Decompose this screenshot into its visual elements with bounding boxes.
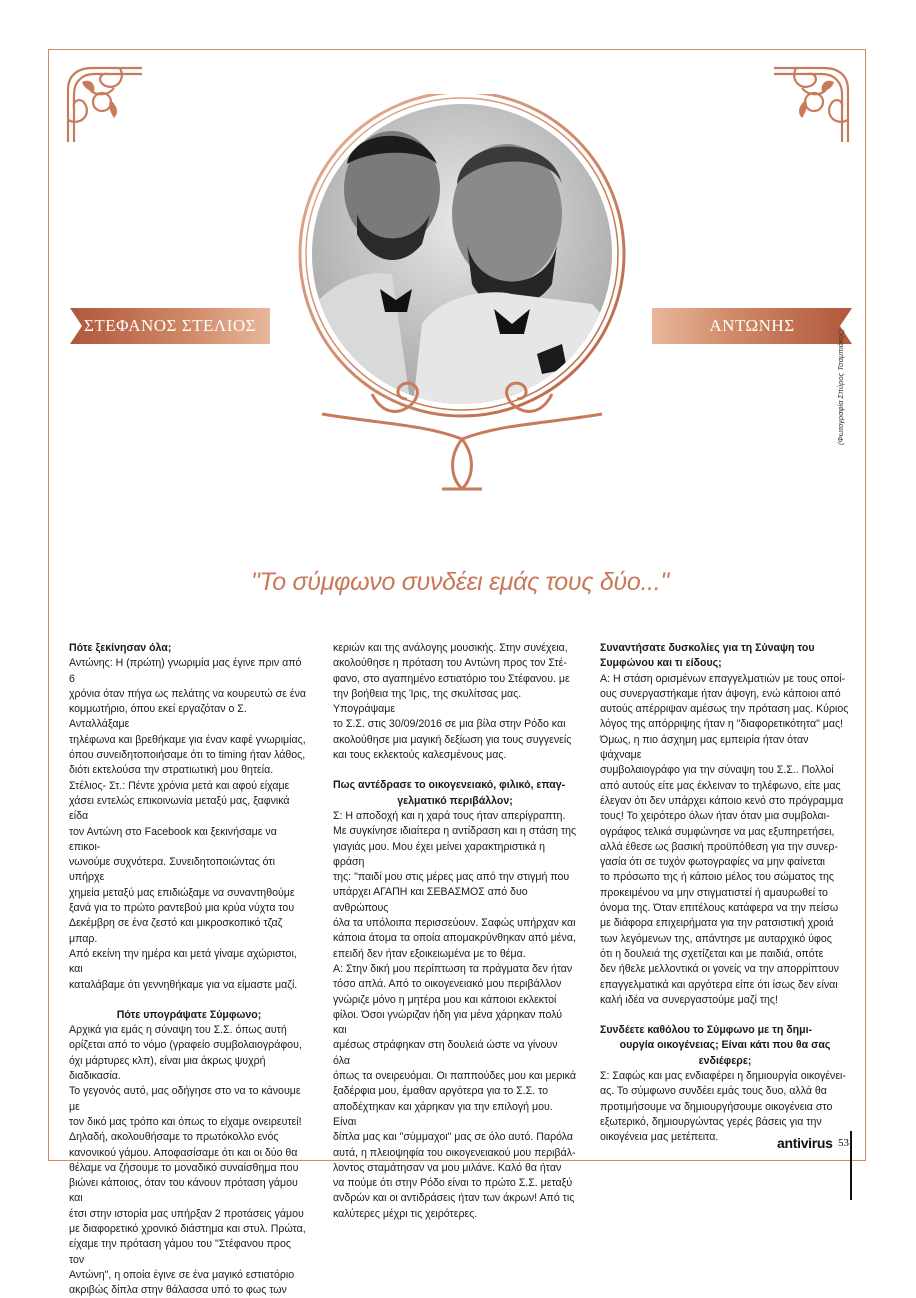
question-heading: γελματικό περιβάλλον; — [397, 794, 513, 807]
name-banner-right — [652, 308, 852, 344]
text-line: από αυτούς είτε μας έκλειναν το τηλέφωνο, είτε μας — [600, 779, 841, 792]
text-line: ακριβώς δίπλα στην θάλασσα υπό το φως των — [69, 1284, 287, 1297]
text-line: βιώνει κάποιος, όταν του κάνουν πρόταση γάμου και — [69, 1177, 298, 1205]
text-line: Α: Στην δική μου περίπτωση τα πράγματα δεν ήταν — [333, 962, 573, 975]
text-line: προκειμένου να μην στιγματιστεί ή αμαυρωθεί το — [600, 886, 828, 899]
text-line: έλεγαν ότι δεν υπάρχει κάποιο κενό στο πρόγραμμα — [600, 794, 844, 807]
question-heading: Πότε υπογράψατε Σύμφωνο; — [116, 1008, 262, 1021]
text-line: όνομα της. Όταν επιτέλους κατάφερα να την πείσω — [600, 902, 839, 915]
text-line: δίπλα μας και "σύμμαχοι" μας σε όλο αυτό. Παρόλα — [333, 1131, 574, 1144]
question-heading: Συναντήσατε δυσκολίες για τη Σύναψη του — [600, 642, 815, 654]
text-line: αλλά έθεσε ως βασική προϋπόθεση για την συνερ- — [600, 840, 838, 853]
text-line: τηλέφωνα και βρεθήκαμε για έναν καφέ γνωριμίας, — [69, 733, 306, 746]
text-line: οικογένεια μας μετέπειτα. — [600, 1131, 719, 1144]
answer-text — [69, 1023, 309, 1298]
text-line: Αντώνης: Η (πρώτη) γνωριμία μας έγινε πριν από 6 — [69, 657, 302, 685]
text-line: τους! Το χειρότερο όλων ήταν όταν μια συμβολαι- — [600, 810, 830, 823]
text-line: Δεκέμβρη σε ένα ζεστό και μικροσκοπικό τζαζ μπαρ. — [69, 917, 283, 945]
text-line: θέλαμε να ζήσουμε το μοναδικό συναίσθημα που — [69, 1161, 299, 1174]
text-line: συμβολαιογράφο για την σύναψη του Σ.Σ.. Πολλοί — [600, 764, 834, 777]
text-line: δεν ήθελε μελλοντικά οι γονείς να την απορρίπτουν — [600, 963, 839, 976]
text-line: των λεγόμενων της, απάντησε με αυταρχικό ύφος — [600, 932, 832, 945]
text-line: κεριών και της ανάλογης μουσικής. Στην συνέχεια, — [333, 642, 568, 654]
text-line: χάσει εντελώς επικοινωνία μεταξύ μας, ξαφνικά είδα — [69, 794, 290, 823]
text-line: ανδρών και οι αντιδράσεις ήταν των άκρων! Από τις — [333, 1192, 575, 1205]
name-left: ΣΤΕΦΑΝΟΣ ΣΤΕΛΙΟΣ — [83, 316, 257, 335]
text-line: Αντώνη", η οποία έγινε σε ένα μαγικό εστιατόριο — [69, 1268, 295, 1281]
question-heading: Συμφώνου και τι είδους; — [600, 657, 722, 670]
text-line: είχαμε την πρόταση γάμου του "Στέφανου προς τον — [69, 1238, 291, 1266]
article-column-3 — [600, 641, 850, 1146]
text-line: κανονικού γάμου. Αποφασίσαμε ότι και οι δύο θα — [69, 1146, 298, 1159]
text-line: κάποια άτομα τα οποία απομακρύνθηκαν από μένα, — [333, 932, 576, 945]
answer-text — [600, 672, 850, 1009]
text-line: όχι μάρτυρες κλπ), είναι μια άκρως ψυχρή διαδικασία. — [69, 1054, 266, 1083]
answer-text — [333, 809, 577, 1222]
text-line: έτσι στην ιστορία μας υπήρξαν 2 προτάσεις γάμου — [69, 1207, 304, 1220]
text-line: διότι εκτελούσα την στρατιωτική μου θητεία. — [69, 764, 274, 777]
text-line: όπου συνειδητοποιήσαμε ότι το timing ήταν λάθος, — [69, 749, 306, 762]
article-column-1 — [69, 641, 309, 1298]
answer-text — [69, 656, 309, 993]
text-line: Από εκείνη την ημέρα και μετά γίναμε αχώριστοι, και — [69, 947, 297, 976]
question-heading: Πότε ξεκίνησαν όλα; — [69, 642, 172, 654]
text-line: Αρχικά για εμάς η σύναψη του Σ.Σ. όπως αυτή — [69, 1024, 287, 1037]
text-line: με διάφορα επιχειρήματα για την ρατσιστική χροιά — [600, 917, 834, 930]
text-line: Α: Η στάση ορισμένων επαγγελματιών με τους οποί- — [600, 672, 846, 685]
text-line: φανο, στο αγαπημένο εστιατόριο του Στέφανου. με — [333, 672, 570, 685]
text-line: αυτά, η πλειοψηφία του οικογενειακού μου περιβάλ- — [333, 1146, 576, 1159]
text-line: υπάρχει ΑΓΑΠΗ και ΣΕΒΑΣΜΟΣ από δυο ανθρώπους — [333, 886, 528, 914]
name-right: ΑΝΤΩΝΗΣ — [709, 316, 795, 335]
text-line: τον Αντώνη στο Facebook και ξεκινήσαμε να επικοι- — [69, 825, 277, 853]
text-line: όλα τα υπόλοιπα περισσεύουν. Σαφώς υπήρχαν και — [333, 917, 576, 930]
text-line: Όμως, η πιο άσχημη μας εμπειρία ήταν όταν ψάχναμε — [600, 733, 809, 762]
magazine-logo: antivirus — [777, 1135, 833, 1151]
text-line: ακολούθησε μια μαγική δεξίωση για τους συγγενείς — [333, 733, 572, 746]
text-line: χρόνια όταν πήγα ως πελάτης να κουρευτώ σε ένα — [69, 687, 306, 700]
text-line: ας. Το σύμφωνο συνδέει εμάς τους δυο, αλλά θα — [600, 1085, 827, 1098]
text-line: να πούμε ότι στην Ρόδο είναι το πρώτο Σ.Σ. μεταξύ — [333, 1177, 573, 1190]
text-line: καλή ιδέα να συνεργαστούμε μαζί της! — [600, 993, 778, 1006]
question-heading: Συνδέετε καθόλου το Σύμφωνο με τη δημι- — [600, 1024, 813, 1037]
text-line: χημεία μεταξύ μας επιδιώξαμε να συναντηθούμε — [69, 886, 295, 899]
text-line: λόγος της απόρριψης ήταν η "διαφορετικότητα" μας! — [600, 718, 844, 731]
text-line: καταλάβαμε ότι γεννηθήκαμε για να είμαστε μαζί. — [69, 978, 298, 991]
text-line: τον δικό μας τρόπο και όπως το είχαμε ονειρευτεί! — [69, 1115, 302, 1128]
text-line: προτιμήσουμε να δημιουργήσουμε οικογένεια στο — [600, 1100, 833, 1113]
couple-photo — [262, 94, 662, 494]
text-line: ακολούθησε η πρόταση του Αντώνη προς τον Στέ- — [333, 657, 567, 670]
photo-credit: (Φωτογραφία Σπύρος Τσαμπιάκης) — [836, 328, 845, 445]
text-line: φίλοι. Όσοι γνώριζαν ήδη για μένα χάρηκαν πολύ και — [333, 1008, 563, 1037]
text-line: αποδέχτηκαν και χάρηκαν για την επιλογή μου. Είναι — [333, 1100, 553, 1128]
text-line: Σ: Σαφώς και μας ενδιαφέρει η δημιουργία οικογένει- — [600, 1070, 846, 1083]
text-line: Σ: Η αποδοχή και η χαρά τους ήταν απερίγραπτη. — [333, 809, 566, 822]
text-line: καλύτερες μέχρι τις χειρότερες. — [333, 1207, 478, 1220]
text-line: το Σ.Σ. στις 30/09/2016 σε μια βίλα στην Ρόδο και — [333, 718, 566, 731]
text-line: ξαδέρφια μου, έμαθαν αργότερα για το Σ.Σ. το — [333, 1085, 549, 1098]
text-line: αμέσως στράφηκαν στη δουλειά ώστε να γίνουν όλα — [333, 1039, 558, 1067]
text-line: όπως τα ονειρευόμαι. Οι παππούδες μου και μερικά — [333, 1070, 576, 1083]
name-banner-left — [70, 308, 270, 344]
text-line: ορίζεται από το νόμο (γραφείο συμβολαιογράφου, — [69, 1039, 302, 1052]
text-line: επαγγελματικά και αργότερα είπε ότι ίσως δεν είναι — [600, 978, 838, 991]
question-heading: ενδιέφερε; — [698, 1054, 752, 1067]
text-line: Δηλαδή, ακολουθήσαμε το πρωτόκολλο ενός — [69, 1131, 279, 1144]
pull-quote: "Το σύμφωνο συνδέει εμάς τους δύο..." — [250, 568, 669, 596]
text-line: αυτούς απέρριψαν αμέσως την πρόταση μας. Κύριος — [600, 703, 849, 716]
question-heading: ουργία οικογένειας; Είναι κάτι που θα σας — [619, 1039, 831, 1052]
ornament-corner-top-right — [766, 60, 856, 150]
footer-divider — [850, 1131, 852, 1200]
text-line: της: "παιδί μου στις μέρες μας από την στιγμή που — [333, 871, 570, 884]
text-line: Στέλιος- Στ.: Πέντε χρόνια μετά και αφού είχαμε — [69, 779, 290, 792]
page-number: 53 — [838, 1137, 849, 1149]
text-line: το πρόσωπο της ή κάποιο μέλος του σώματος της — [600, 871, 835, 884]
text-line: με διαφορετικό χρονικό διάστημα και στυλ. Πρώτα, — [69, 1222, 306, 1235]
text-line: την βοήθεια της Ίρις, της σκυλίτσας μας. Υπογράψαμε — [333, 687, 522, 716]
text-line: επειδή δεν ήταν εξοικειωμένα με το θέμα. — [333, 947, 526, 960]
text-line: και τους εκλεκτούς καλεσμένους μας. — [333, 749, 507, 762]
text-line: γασία ότι σε τυχόν φωτογραφίες να μην φαίνεται — [600, 856, 826, 869]
text-line: εξωτερικό, δημιουργώντας γερές βάσεις για την — [600, 1115, 822, 1128]
text-line: γιαγιάς μου. Μου έχει μείνει χαρακτηριστικά η φράση — [333, 840, 546, 868]
text-line: ογράφος τελικά συμφώνησε να μας εξυπηρετήσει, — [600, 825, 835, 838]
text-line: ξανά για το πρώτο ραντεβού μια κρύα νύχτα του — [69, 902, 295, 915]
ornament-corner-top-left — [60, 60, 150, 150]
question-heading: Πως αντέδρασε το οικογενειακό, φιλικό, επαγ- — [333, 779, 566, 792]
text-line: Το γεγονός αυτό, μας οδήγησε στο να το κάνουμε με — [69, 1085, 301, 1113]
text-line: νωνούμε συχνότερα. Συνειδητοποιώντας ότι υπήρχε — [69, 856, 275, 884]
text-line: γνώριζε μόνο η μητέρα μου και κάποιοι εκλεκτοί — [333, 993, 557, 1006]
text-line: τόσο απλά. Από το οικογενειακό μου περιβάλλον — [333, 978, 562, 991]
text-line: λοντος σταμάτησαν να μου μιλάνε. Καλό θα ήταν — [333, 1161, 562, 1174]
answer-text — [333, 641, 577, 763]
text-line: Με συγκίνησε ιδιαίτερα η αντίδραση και η στάση της — [333, 825, 577, 838]
article-column-2 — [333, 641, 577, 1222]
text-line: ότι η δουλειά της σχετίζεται και με παιδιά, οπότε — [600, 947, 824, 960]
text-line: κομμωτήριο, όπου εκεί εργαζόταν ο Σ. Ανταλλάξαμε — [69, 703, 247, 731]
text-line: ους συνεργαστήκαμε ήταν άψογη, ενώ κάποιοι από — [600, 687, 841, 700]
